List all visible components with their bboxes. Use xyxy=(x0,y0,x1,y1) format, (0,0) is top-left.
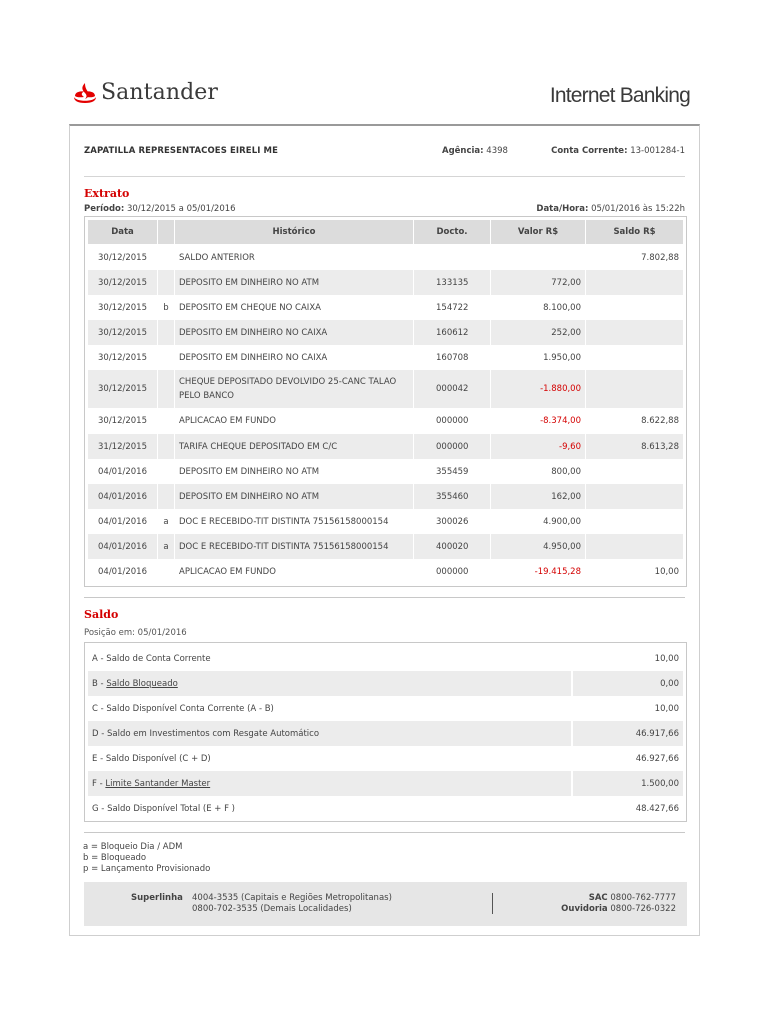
cell-date: 30/12/2015 xyxy=(98,302,147,313)
saldo-value: 46.927,66 xyxy=(635,753,679,764)
conta-info xyxy=(551,146,685,156)
ouvidoria-number: 0800-726-0322 xyxy=(610,904,676,914)
table-row xyxy=(85,484,686,509)
table-row xyxy=(85,370,686,408)
cell-saldo xyxy=(586,370,683,408)
saldo-row xyxy=(85,771,686,796)
cell-valor: 8.100,00 xyxy=(543,302,581,313)
saldo-value: 10,00 xyxy=(654,653,679,664)
cell-flag xyxy=(158,559,174,584)
legend xyxy=(83,842,210,875)
cell-docto: 000000 xyxy=(436,566,469,577)
cell-date: 04/01/2016 xyxy=(98,516,147,527)
saldo-label xyxy=(88,721,571,746)
datahora xyxy=(536,204,685,214)
superlinha-label: Superlinha xyxy=(131,893,183,903)
extrato-table xyxy=(84,216,687,587)
sac-label: SAC xyxy=(588,893,608,903)
table-row xyxy=(85,559,686,584)
cell-historico: DEPOSITO EM DINHEIRO NO CAIXA xyxy=(179,352,328,363)
cell-historico: DOC E RECEBIDO-TIT DISTINTA 75156158000154 xyxy=(175,534,413,559)
cell-date: 04/01/2016 xyxy=(88,484,157,509)
cell-historico: DOC E RECEBIDO-TIT DISTINTA 75156158000154 xyxy=(179,516,389,527)
cell-historico: DEPOSITO EM CHEQUE NO CAIXA xyxy=(179,302,321,313)
col-docto: Docto. xyxy=(414,220,490,244)
saldo-label xyxy=(88,646,571,671)
periodo-value: 30/12/2015 a 05/01/2016 xyxy=(126,204,236,214)
cell-saldo xyxy=(586,459,683,484)
table-row xyxy=(85,408,686,434)
cell-date: 30/12/2015 xyxy=(88,270,157,295)
agencia-info xyxy=(442,146,508,156)
cell-saldo xyxy=(586,270,683,295)
legend-item: p = Lançamento Provisionado xyxy=(83,864,211,874)
col-data: Data xyxy=(88,220,157,244)
saldo-prefix: E - xyxy=(92,753,106,764)
cell-saldo: 10,00 xyxy=(654,566,679,577)
table-header xyxy=(85,220,686,244)
saldo-label-text: Saldo em Investimentos com Resgate Automático xyxy=(107,728,320,739)
conta-label: Conta Corrente: xyxy=(551,146,628,156)
cell-flag xyxy=(158,370,174,408)
sac-ouvidoria xyxy=(561,893,676,915)
cell-flag: a xyxy=(158,534,174,559)
superlinha-line2: 0800-702-3535 (Demais Localidades) xyxy=(192,904,352,914)
cell-historico: DEPOSITO EM DINHEIRO NO ATM xyxy=(175,484,413,509)
cell-saldo xyxy=(586,320,683,345)
cell-date: 30/12/2015 xyxy=(88,370,157,408)
cell-docto: 000042 xyxy=(414,370,490,408)
cell-flag xyxy=(158,245,174,270)
cell-historico: DEPOSITO EM DINHEIRO NO ATM xyxy=(179,466,320,477)
cell-saldo xyxy=(586,534,683,559)
cell-docto: 300026 xyxy=(436,516,469,527)
cell-valor: 1.950,00 xyxy=(543,352,581,363)
superlinha-numbers xyxy=(192,893,392,915)
cell-valor: -9,60 xyxy=(491,434,585,459)
cell-valor: 162,00 xyxy=(491,484,585,509)
cell-historico: TARIFA CHEQUE DEPOSITADO EM C/C xyxy=(175,434,413,459)
saldo-row xyxy=(85,796,686,821)
cell-flag xyxy=(158,345,174,370)
periodo xyxy=(84,204,236,214)
col-historico: Histórico xyxy=(175,220,413,244)
cell-docto: 000000 xyxy=(414,434,490,459)
cell-date: 31/12/2015 xyxy=(88,434,157,459)
cell-valor xyxy=(491,245,585,270)
cell-saldo xyxy=(586,509,683,534)
cell-saldo xyxy=(586,295,683,320)
divider xyxy=(84,597,685,598)
cell-valor: -1.880,00 xyxy=(491,370,585,408)
cell-docto: 154722 xyxy=(436,302,469,313)
statement-panel xyxy=(69,124,700,936)
saldo-link[interactable]: Limite Santander Master xyxy=(105,778,211,789)
cell-flag: a xyxy=(163,516,169,527)
cell-docto: 160612 xyxy=(414,320,490,345)
cell-docto: 355459 xyxy=(436,466,469,477)
cell-docto: 160708 xyxy=(436,352,469,363)
saldo-prefix: B - xyxy=(92,678,107,689)
cell-docto: 400020 xyxy=(414,534,490,559)
legend-item: a = Bloqueio Dia / ADM xyxy=(83,842,183,852)
santander-logo[interactable] xyxy=(73,80,218,105)
brand-name: Santander xyxy=(101,80,219,105)
cell-valor: 800,00 xyxy=(551,466,581,477)
datahora-label: Data/Hora: xyxy=(536,204,589,214)
cell-historico: DEPOSITO EM DINHEIRO NO CAIXA xyxy=(175,320,413,345)
datahora-value: 05/01/2016 às 15:22h xyxy=(591,204,685,214)
saldo-value: 48.427,66 xyxy=(635,803,679,814)
cell-date: 30/12/2015 xyxy=(98,352,147,363)
saldo-row xyxy=(85,721,686,746)
saldo-label xyxy=(88,671,571,696)
cell-historico: SALDO ANTERIOR xyxy=(179,252,255,263)
legend-item: b = Bloqueado xyxy=(83,853,147,863)
cell-docto: 355460 xyxy=(414,484,490,509)
cell-date: 04/01/2016 xyxy=(88,534,157,559)
flame-icon xyxy=(73,82,97,104)
saldo-row xyxy=(85,696,686,721)
cell-date: 04/01/2016 xyxy=(98,566,147,577)
cell-saldo: 7.802,88 xyxy=(641,252,679,263)
client-name: ZAPATILLA REPRESENTACOES EIRELI ME xyxy=(84,146,279,156)
cell-saldo: 8.613,28 xyxy=(586,434,683,459)
saldo-value: 46.917,66 xyxy=(573,721,683,746)
cell-docto: 133135 xyxy=(414,270,490,295)
saldo-prefix: A - xyxy=(92,653,107,664)
col-flag xyxy=(158,220,174,244)
saldo-value: 10,00 xyxy=(654,703,679,714)
page-header xyxy=(0,0,768,124)
cell-historico: DEPOSITO EM DINHEIRO NO ATM xyxy=(175,270,413,295)
agencia-label: Agência: xyxy=(442,146,484,156)
saldo-title: Saldo xyxy=(84,608,119,621)
saldo-prefix: C - xyxy=(92,703,107,714)
saldo-label xyxy=(88,796,571,821)
cell-docto xyxy=(414,245,490,270)
contact-footer xyxy=(84,882,687,926)
cell-date: 30/12/2015 xyxy=(98,252,147,263)
cell-valor: 252,00 xyxy=(491,320,585,345)
divider xyxy=(84,176,685,177)
cell-flag xyxy=(158,484,174,509)
saldo-label xyxy=(88,771,571,796)
saldo-row xyxy=(85,646,686,671)
client-info xyxy=(84,146,685,158)
table-row xyxy=(85,270,686,295)
saldo-value: 0,00 xyxy=(573,671,683,696)
saldo-label-text: Saldo de Conta Corrente xyxy=(106,653,211,664)
cell-historico: APLICACAO EM FUNDO xyxy=(179,566,276,577)
internet-banking-title: Internet Banking xyxy=(549,84,690,107)
cell-historico: APLICACAO EM FUNDO xyxy=(179,416,276,426)
cell-saldo xyxy=(586,345,683,370)
conta-value: 13-001284-1 xyxy=(630,146,685,156)
cell-saldo: 8.622,88 xyxy=(641,416,679,426)
cell-flag xyxy=(158,408,174,434)
cell-valor: -19.415,28 xyxy=(534,566,581,577)
cell-flag xyxy=(158,459,174,484)
footer-divider xyxy=(492,893,493,914)
saldo-label-text: Saldo Disponível (C + D) xyxy=(105,753,211,764)
saldo-row xyxy=(85,671,686,696)
saldo-label-text: Saldo Disponível Conta Corrente (A - B) xyxy=(106,703,274,714)
saldo-value: 1.500,00 xyxy=(573,771,683,796)
table-row xyxy=(85,245,686,270)
saldo-link[interactable]: Saldo Bloqueado xyxy=(106,678,178,689)
cell-valor: 4.900,00 xyxy=(543,516,581,527)
saldo-prefix: G - xyxy=(92,803,108,814)
sac-number: 0800-762-7777 xyxy=(610,893,676,903)
table-row xyxy=(85,509,686,534)
cell-flag xyxy=(158,434,174,459)
cell-historico: CHEQUE DEPOSITADO DEVOLVIDO 25-CANC TALAO PELO BANCO xyxy=(175,370,413,408)
table-row xyxy=(85,320,686,345)
posicao: Posição em: 05/01/2016 xyxy=(84,628,187,638)
cell-date: 30/12/2015 xyxy=(88,320,157,345)
superlinha-line1: 4004-3535 (Capitais e Regiões Metropolitanas) xyxy=(192,893,392,903)
cell-valor: 772,00 xyxy=(491,270,585,295)
col-valor: Valor R$ xyxy=(491,220,585,244)
table-row xyxy=(85,295,686,320)
saldo-row xyxy=(85,746,686,771)
agencia-value: 4398 xyxy=(486,146,508,156)
saldo-label xyxy=(88,746,571,771)
saldo-label xyxy=(88,696,571,721)
saldo-prefix: D - xyxy=(92,728,108,739)
cell-valor: -8.374,00 xyxy=(540,416,581,426)
cell-date: 30/12/2015 xyxy=(98,416,147,426)
periodo-label: Período: xyxy=(84,204,125,214)
cell-date: 04/01/2016 xyxy=(98,466,147,477)
saldo-prefix: F - xyxy=(92,778,106,789)
table-row xyxy=(85,434,686,459)
cell-flag xyxy=(158,320,174,345)
divider xyxy=(84,832,685,833)
cell-docto: 000000 xyxy=(436,416,469,426)
saldo-label-text: Saldo Disponível Total (E + F ) xyxy=(107,803,236,814)
cell-flag xyxy=(158,270,174,295)
ouvidoria-label: Ouvidoria xyxy=(561,904,608,914)
col-saldo: Saldo R$ xyxy=(586,220,683,244)
saldo-table xyxy=(84,642,687,822)
cell-saldo xyxy=(586,484,683,509)
table-row xyxy=(85,345,686,370)
cell-flag: b xyxy=(163,302,169,313)
cell-valor: 4.950,00 xyxy=(491,534,585,559)
table-row xyxy=(85,534,686,559)
table-row xyxy=(85,459,686,484)
extrato-title: Extrato xyxy=(84,187,130,200)
